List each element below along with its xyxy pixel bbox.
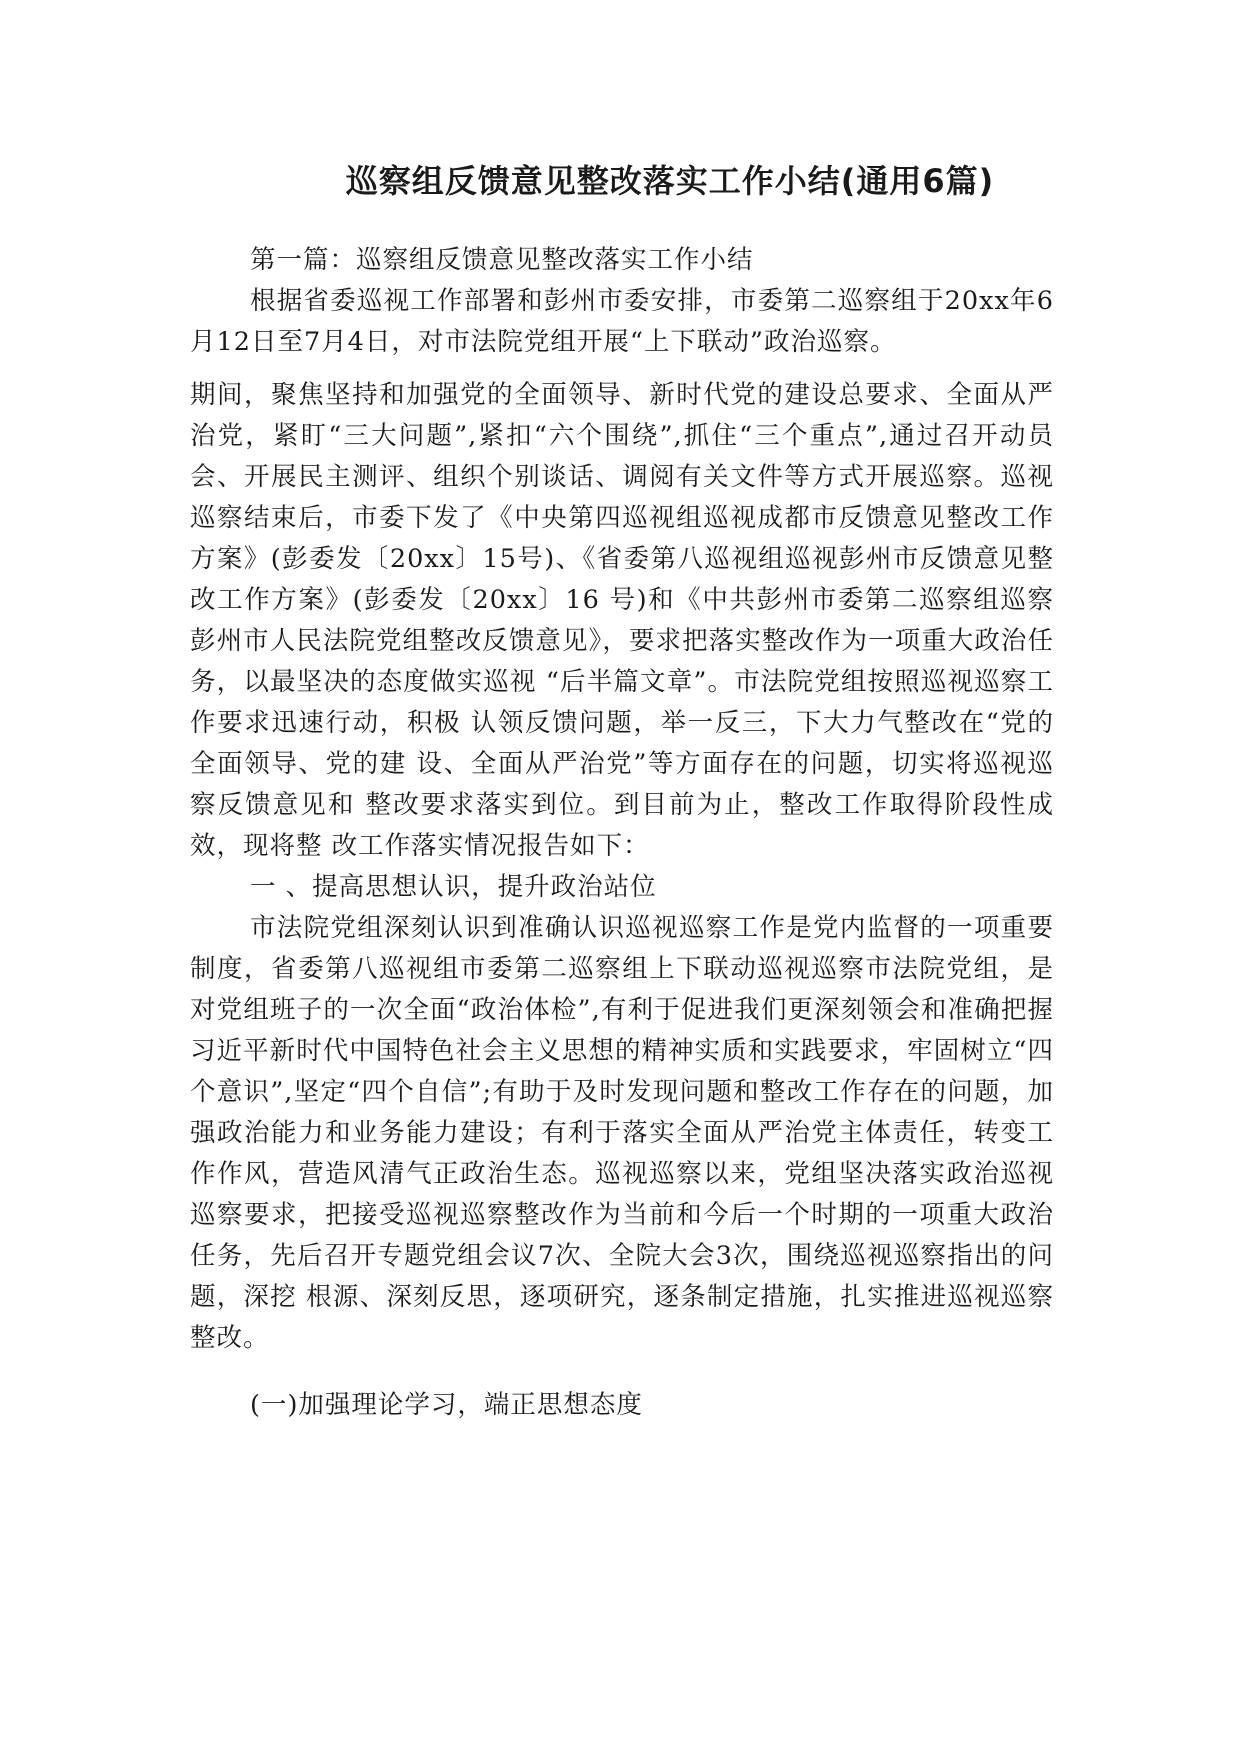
section-1-heading: 一 、提高思想认识，提升政治站位 bbox=[250, 872, 657, 902]
subsection-1-heading: (一)加强理论学习，端正思想态度 bbox=[250, 1390, 643, 1420]
document-title: 巡察组反馈意见整改落实工作小结(通用6篇) bbox=[345, 162, 995, 200]
paragraph-section-1: 市法院党组深刻认识到准确认识巡视巡察工作是党内监督的一项重要制度，省委第八巡视组市委第二巡察组上下联动巡视巡察市法院党组，是对党组班子的一次全面“政治体检”,有利于促进我们更深刻领会和准确把握习近平新时代中国特色社会主义思想的精神实质和实践要求，牢固树立“四个意识”,坚定“四个自信”;有助于及时发现问题和整改工作存在的问题，加强政治能力和业务能力建设；有利于落实全面从严治党主体责任，转变工作作风，营造风清气正政治生态。巡视巡察以来，党组坚决落实政治巡视巡察要求，把接受巡视巡察整改作为当前和今后一个时期的一项重大政治任务，先后召开专题党组会议7次、全院大会3次，围绕巡视巡察指出的问题，深挖 根源、深刻反思，逐项研究，逐条制定措施，扎实推进巡视巡察整改。 bbox=[190, 913, 1054, 1353]
paragraph-period: 期间，聚焦坚持和加强党的全面领导、新时代党的建设总要求、全面从严治党，紧盯“三大问题”,紧扣“六个围绕”,抓住“三个重点”,通过召开动员会、开展民主测评、组织个别谈话、调阅有关文件等方式开展巡察。巡视巡察结束后，市委下发了《中央第四巡视组巡视成都市反馈意见整改工作方案》(彭委发〔20xx〕15号)、《省委第八巡视组巡视彭州市反馈意见整改工作方案》(彭委发〔20xx〕16 号)和《中共彭州市委第二巡察组巡察彭州市人民法院党组整改反馈意见》，要求把落实整改作为一项重大政治任务，以最坚决的态度做实巡视 “后半篇文章”。市法院党组按照巡视巡察工作要求迅速行动，积极 认领反馈问题，举一反三，下大力气整改在“党的全面领导、党的建 设、全面从严治党”等方面存在的问题，切实将巡视巡察反馈意见和 整改要求落实到位。到目前为止，整改工作取得阶段性成效，现将整 改工作落实情况报告如下： bbox=[190, 380, 1054, 861]
part-heading: 第一篇：巡察组反馈意见整改落实工作小结 bbox=[250, 245, 754, 275]
document-body bbox=[190, 240, 1054, 1426]
paragraph-intro: 根据省委巡视工作部署和彭州市委安排，市委第二巡察组于20xx年6月12日至7月4日，对市法院党组开展“上下联动”政治巡察。 bbox=[190, 286, 1054, 357]
